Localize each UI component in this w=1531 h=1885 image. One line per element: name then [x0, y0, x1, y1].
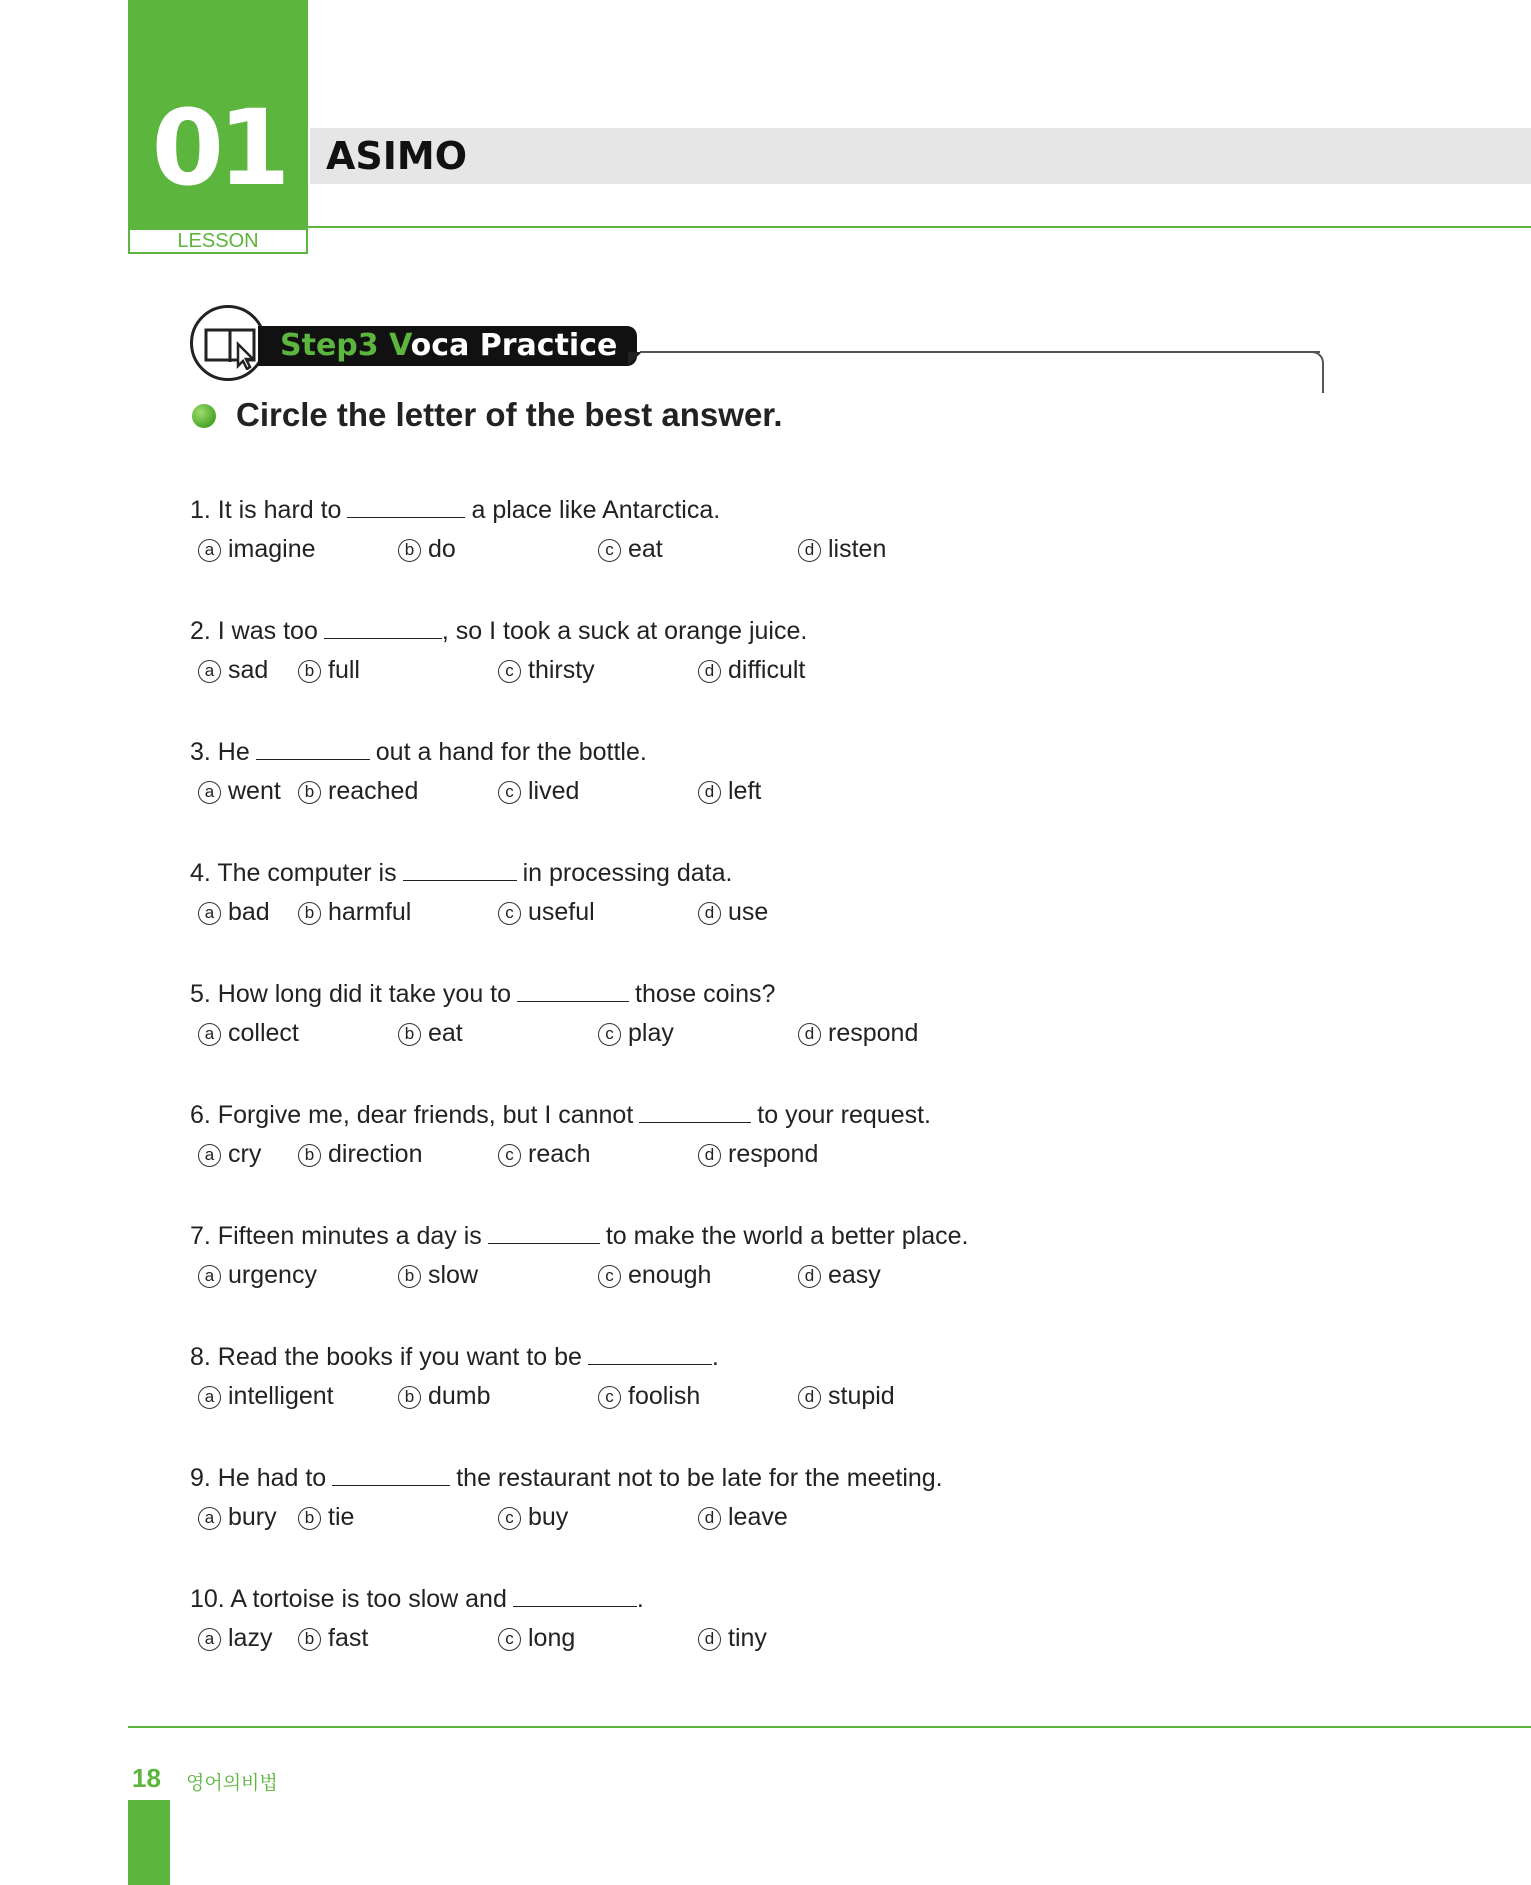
answer-option[interactable] [198, 897, 270, 927]
answer-blank [324, 615, 442, 639]
question-continuation: a place like Antarctica. [471, 496, 721, 524]
option-text: full [328, 656, 360, 684]
option-letter: b [298, 1144, 321, 1167]
answer-option[interactable] [298, 897, 411, 927]
answer-option[interactable] [598, 1381, 700, 1411]
answer-blank [403, 857, 517, 881]
option-text: went [228, 777, 281, 805]
option-letter: d [698, 1628, 721, 1651]
option-letter: a [198, 660, 221, 683]
question-item [190, 615, 1290, 715]
question-text [190, 1220, 969, 1251]
question-text [190, 1341, 719, 1372]
answer-blank [256, 736, 370, 760]
option-text: leave [728, 1503, 788, 1531]
question-prompt: 1. It is hard to [190, 496, 342, 524]
header-divider [308, 226, 1531, 228]
question-item [190, 978, 1290, 1078]
answer-option[interactable] [798, 1018, 918, 1048]
answer-option[interactable] [698, 776, 761, 806]
option-text: tiny [728, 1624, 767, 1652]
option-letter: c [498, 902, 521, 925]
option-letter: a [198, 1023, 221, 1046]
answer-option[interactable] [298, 655, 360, 685]
option-letter: c [498, 1628, 521, 1651]
book-title: 영어의비법 [186, 1772, 278, 1794]
question-prompt: 9. He had to [190, 1464, 327, 1492]
answer-option[interactable] [198, 1381, 334, 1411]
question-prompt: 7. Fifteen minutes a day is [190, 1222, 482, 1250]
answer-option[interactable] [598, 534, 663, 564]
option-text: bad [228, 898, 270, 926]
answer-blank [588, 1341, 712, 1365]
answer-option[interactable] [498, 1502, 568, 1532]
option-text: slow [428, 1261, 479, 1289]
lesson-label: LESSON [128, 228, 308, 254]
question-text [190, 978, 775, 1009]
step-banner [258, 326, 637, 366]
option-text: foolish [628, 1382, 701, 1410]
question-text [190, 1462, 943, 1493]
answer-option[interactable] [198, 1260, 317, 1290]
answer-option[interactable] [398, 1018, 463, 1048]
question-prompt: 8. Read the books if you want to be [190, 1343, 582, 1371]
answer-option[interactable] [298, 1502, 354, 1532]
question-continuation: in processing data. [522, 859, 733, 887]
question-continuation: . [711, 1343, 719, 1371]
option-letter: d [698, 1144, 721, 1167]
option-letter: c [598, 1265, 621, 1288]
question-text [190, 857, 732, 888]
answer-option[interactable] [698, 897, 768, 927]
question-continuation: to your request. [757, 1101, 932, 1129]
answer-option[interactable] [398, 534, 456, 564]
book-icon [190, 305, 266, 381]
option-letter: a [198, 1265, 221, 1288]
answer-option[interactable] [698, 1502, 788, 1532]
question-continuation: those coins? [635, 980, 776, 1008]
answer-option[interactable] [498, 655, 595, 685]
option-letter: b [298, 902, 321, 925]
answer-option[interactable] [498, 897, 595, 927]
option-letter: c [498, 781, 521, 804]
option-text: direction [328, 1140, 423, 1168]
question-text [190, 1099, 931, 1130]
question-item [190, 1099, 1290, 1199]
question-prompt: 10. A tortoise is too slow and [190, 1585, 507, 1613]
answer-option[interactable] [598, 1018, 674, 1048]
option-letter: a [198, 1144, 221, 1167]
option-letter: a [198, 781, 221, 804]
option-letter: a [198, 902, 221, 925]
answer-option[interactable] [698, 1623, 767, 1653]
option-text: use [728, 898, 769, 926]
option-letter: b [398, 1023, 421, 1046]
option-text: sad [228, 656, 269, 684]
answer-option[interactable] [798, 1260, 881, 1290]
option-letter: c [598, 1023, 621, 1046]
answer-option[interactable] [798, 1381, 895, 1411]
question-text [190, 494, 720, 525]
answer-blank [639, 1099, 751, 1123]
option-text: reached [328, 777, 419, 805]
question-prompt: 3. He [190, 738, 250, 766]
answer-option[interactable] [798, 534, 886, 564]
step-label: Step3 [280, 328, 390, 363]
option-text: lazy [228, 1624, 273, 1652]
question-item [190, 857, 1290, 957]
option-letter: b [398, 1386, 421, 1409]
question-prompt: 4. The computer is [190, 859, 397, 887]
question-prompt: 2. I was too [190, 617, 318, 645]
option-letter: c [598, 539, 621, 562]
answer-option[interactable] [298, 1623, 368, 1653]
option-text: thirsty [528, 656, 595, 684]
title-bar [310, 128, 1531, 184]
step-initial: V [389, 328, 411, 363]
option-text: play [628, 1019, 674, 1047]
option-letter: b [398, 539, 421, 562]
answer-blank [332, 1462, 450, 1486]
option-text: reach [528, 1140, 591, 1168]
option-letter: a [198, 1507, 221, 1530]
option-text: do [428, 535, 456, 563]
option-text: imagine [228, 535, 316, 563]
option-letter: d [698, 902, 721, 925]
option-text: long [528, 1624, 576, 1652]
option-text: fast [328, 1624, 369, 1652]
answer-option[interactable] [198, 1139, 261, 1169]
bullet-icon [192, 404, 216, 428]
option-letter: c [498, 1144, 521, 1167]
question-continuation: the restaurant not to be late for the meeting. [456, 1464, 943, 1492]
answer-option[interactable] [698, 1139, 818, 1169]
question-item [190, 736, 1290, 836]
answer-option[interactable] [498, 776, 579, 806]
question-text [190, 736, 647, 767]
question-prompt: 5. How long did it take you to [190, 980, 512, 1008]
option-letter: b [298, 1628, 321, 1651]
question-continuation: out a hand for the bottle. [375, 738, 647, 766]
option-letter: c [498, 660, 521, 683]
option-text: stupid [828, 1382, 895, 1410]
option-letter: a [198, 1628, 221, 1651]
question-continuation: , so I took a suck at orange juice. [441, 617, 808, 645]
question-item [190, 1583, 1290, 1683]
option-text: left [728, 777, 762, 805]
option-text: useful [528, 898, 595, 926]
option-text: difficult [728, 656, 806, 684]
option-text: bury [228, 1503, 277, 1531]
option-letter: a [198, 1386, 221, 1409]
option-text: dumb [428, 1382, 491, 1410]
answer-option[interactable] [298, 776, 418, 806]
option-letter: b [398, 1265, 421, 1288]
option-letter: a [198, 539, 221, 562]
option-text: easy [828, 1261, 881, 1289]
question-continuation: to make the world a better place. [605, 1222, 969, 1250]
option-letter: c [498, 1507, 521, 1530]
option-letter: d [698, 1507, 721, 1530]
question-item [190, 1462, 1290, 1562]
answer-blank [513, 1583, 637, 1607]
option-letter: c [598, 1386, 621, 1409]
answer-option[interactable] [198, 534, 316, 564]
option-text: cry [228, 1140, 262, 1168]
answer-option[interactable] [198, 655, 268, 685]
option-text: intelligent [228, 1382, 334, 1410]
question-continuation: . [636, 1585, 644, 1613]
answer-option[interactable] [298, 1139, 423, 1169]
option-letter: d [698, 660, 721, 683]
option-letter: b [298, 1507, 321, 1530]
answer-option[interactable] [398, 1260, 478, 1290]
option-letter: d [798, 1265, 821, 1288]
answer-option[interactable] [198, 776, 281, 806]
page-title: ASIMO [326, 134, 468, 178]
answer-option[interactable] [198, 1018, 299, 1048]
answer-blank [347, 494, 465, 518]
step-divider [640, 351, 1320, 353]
instruction: Circle the letter of the best answer. [236, 396, 783, 433]
option-text: lived [528, 777, 580, 805]
question-prompt: 6. Forgive me, dear friends, but I cannot [190, 1101, 634, 1129]
option-text: enough [628, 1261, 712, 1289]
question-item [190, 1220, 1290, 1320]
option-letter: b [298, 660, 321, 683]
question-item [190, 494, 1290, 594]
question-text [190, 1583, 644, 1614]
answer-option[interactable] [198, 1502, 277, 1532]
answer-option[interactable] [498, 1139, 591, 1169]
footer-divider [128, 1726, 1531, 1728]
option-text: harmful [328, 898, 412, 926]
option-text: urgency [228, 1261, 317, 1289]
option-letter: d [798, 1386, 821, 1409]
option-letter: b [298, 781, 321, 804]
lesson-number-block [128, 0, 308, 228]
option-text: buy [528, 1503, 569, 1531]
option-text: tie [328, 1503, 355, 1531]
option-text: listen [828, 535, 887, 563]
option-text: eat [628, 535, 663, 563]
answer-option[interactable] [598, 1260, 711, 1290]
footer-accent [128, 1800, 170, 1885]
step-subtitle: oca Practice [410, 328, 618, 363]
answer-option[interactable] [398, 1381, 491, 1411]
answer-blank [488, 1220, 600, 1244]
step-divider-corner [1310, 351, 1324, 393]
question-item [190, 1341, 1290, 1441]
option-letter: d [698, 781, 721, 804]
option-text: collect [228, 1019, 299, 1047]
option-text: respond [728, 1140, 819, 1168]
banner-fold [628, 352, 642, 365]
answer-option[interactable] [198, 1623, 272, 1653]
answer-option[interactable] [498, 1623, 575, 1653]
answer-blank [517, 978, 629, 1002]
option-letter: d [798, 539, 821, 562]
answer-option[interactable] [698, 655, 805, 685]
page-number: 18 [132, 1763, 161, 1793]
option-letter: d [798, 1023, 821, 1046]
question-text [190, 615, 807, 646]
option-text: respond [828, 1019, 919, 1047]
lesson-number: 01 [151, 87, 285, 209]
option-text: eat [428, 1019, 463, 1047]
